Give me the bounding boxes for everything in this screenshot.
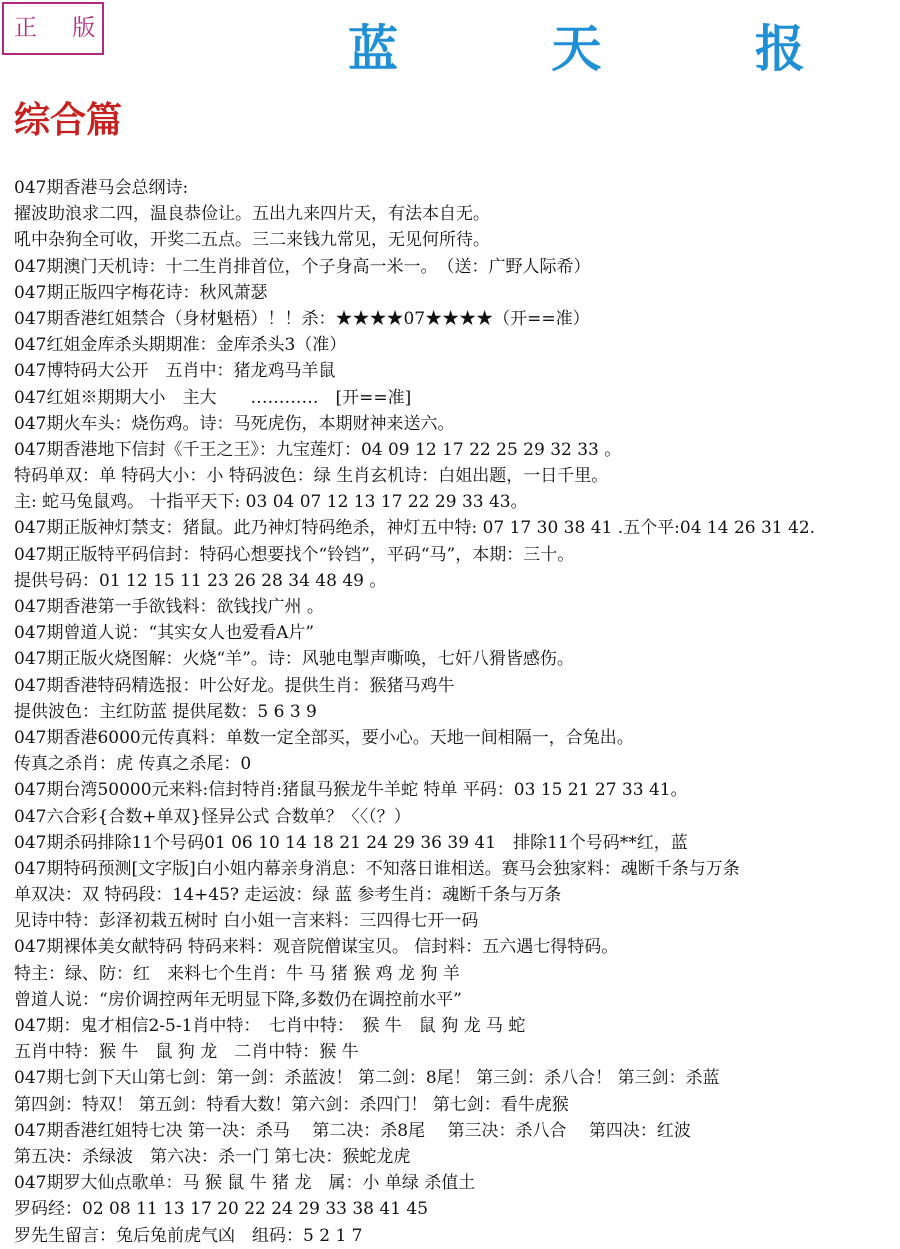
text-line: 见诗中特：彭泽初栽五树时 白小姐一言来料：三四得七开一码 <box>14 911 479 932</box>
text-line: 047期香港红姐禁合（身材魁梧）！！杀：★★★★07★★★★（开==准） <box>14 308 590 329</box>
text-line: 047期特码预测[文字版]白小姐内幕亲身消息：不知落日谁相送。赛马会独家料：魂断千条与万条 <box>14 858 740 879</box>
text-line: 047期七剑下天山第七剑：第一剑：杀蓝波！ 第二剑：8尾！ 第三剑：杀八合！ 第三剑：杀蓝 <box>14 1068 720 1089</box>
text-line: 047期正版火烧图解：火烧“羊”。诗：风驰电掣声嘶唤，七奸八猾皆感伤。 <box>14 649 574 670</box>
text-line: 047博特码大公开 五肖中：猪龙鸡马羊鼠 <box>14 361 336 382</box>
text-line: 047期香港第一手欲钱料：欲钱找广州 。 <box>14 597 324 617</box>
text-line: 047期正版特平码信封：特码心想要找个“铃铛”，平码“马”，本期：三十。 <box>14 544 575 565</box>
text-line: 曾道人说：“房价调控两年无明显下降,多数仍在调控前水平” <box>14 989 462 1010</box>
text-line: 提供号码：01 12 15 11 23 26 28 34 48 49 。 <box>14 570 387 591</box>
text-line: 单双决：双 特码段：14+45? 走运波：绿 蓝 参考生肖：魂断千条与万条 <box>14 885 562 906</box>
text-line: 第四剑：特双！ 第五剑：特看大数！第六剑：杀四门！ 第七剑：看牛虎猴 <box>14 1094 569 1115</box>
text-line: 047红姐金库杀头期期准：金库杀头3（准） <box>14 335 347 356</box>
text-line: 047期：鬼才相信2-5-1肖中特： 七肖中特： 猴 牛 鼠 狗 龙 马 蛇 <box>14 1016 526 1036</box>
text-line: 主: 蛇马兔鼠鸡。 十指平天下: 03 04 07 12 13 17 22 29 33 43。 <box>14 492 528 513</box>
edition-badge: 正 版 <box>2 2 104 55</box>
text-line: 047红姐※期期大小 主大 ………… [开==准] <box>14 387 412 408</box>
text-line: 047期杀码排除11个号码01 06 10 14 18 21 24 29 36 39 41 排除11个号码**红，蓝 <box>14 832 688 853</box>
text-line: 047期曾道人说：“其实女人也爱看A片” <box>14 623 315 644</box>
text-line: 047期香港红姐特七决 第一决：杀马 第二决：杀8尾 第三决：杀八合 第四决：红波 <box>14 1120 691 1141</box>
text-line: 047期火车头：烧伤鸡。诗：马死虎伤，本期财神来送六。 <box>14 413 455 434</box>
text-line: 047六合彩{合数+单双}怪异公式 合数单？〈〈（？） <box>14 806 411 827</box>
text-line: 五肖中特：猴 牛 鼠 狗 龙 二肖中特：猴 牛 <box>14 1042 359 1063</box>
article-body <box>14 175 898 1249</box>
text-line: 047期香港特码精选报：叶公好龙。提供生肖：猴猪马鸡牛 <box>14 675 455 696</box>
text-line: 047期裸体美女献特码 特码来料：观音院僧谋宝贝。 信封料：五六遇七得特码。 <box>14 937 619 958</box>
section-heading: 综合篇 <box>14 99 123 141</box>
text-line: 第五决：杀绿波 第六决：杀一门 第七决：猴蛇龙虎 <box>14 1146 411 1167</box>
text-line: 特码单双：单 特码大小：小 特码波色：绿 生肖玄机诗：白姐出题，一日千里。 <box>14 466 609 487</box>
text-line: 传真之杀肖：虎 传真之杀尾：0 <box>14 754 252 775</box>
text-line: 特主：绿、防：红 来料七个生肖：牛 马 猪 猴 鸡 龙 狗 羊 <box>14 963 460 984</box>
text-line: 047期香港6000元传真料：单数一定全部买，要小心。天地一间相隔一，合兔出。 <box>14 727 634 748</box>
text-line: 047期台湾50000元来料:信封特肖:猪鼠马猴龙牛羊蛇 特单 平码：03 15 21 27 33 41。 <box>14 780 688 801</box>
text-line: 擢波助浪求二四，温良恭俭让。五出九来四片天，有法本自无。 <box>14 204 490 225</box>
text-line: 047期正版神灯禁支：猪鼠。此乃神灯特码绝杀，神灯五中特: 07 17 30 38 41 .五个平:04 14 26 31 42. <box>14 518 816 539</box>
text-line: 047期正版四字梅花诗：秋风萧瑟 <box>14 282 268 303</box>
text-line: 047期香港地下信封《千王之王》：九宝莲灯：04 09 12 17 22 25 29 32 33 。 <box>14 439 622 460</box>
text-line: 提供波色：主红防蓝 提供尾数：5 6 3 9 <box>14 701 317 722</box>
page-title: 蓝 天 报 <box>348 19 873 78</box>
text-line: 罗先生留言：兔后兔前虎气凶 组码：5 2 1 7 <box>14 1225 363 1246</box>
text-line: 吼中杂狗全可收，开奖二五点。三二来钱九常见，无见何所待。 <box>14 230 490 251</box>
text-line: 047期澳门天机诗：十二生肖排首位，个子身高一米一。 （送：广野人际希） <box>14 256 591 277</box>
text-line: 047期罗大仙点歌单：马 猴 鼠 牛 猪 龙 属：小 单绿 杀值土 <box>14 1173 476 1194</box>
text-line: 罗码经：02 08 11 13 17 20 22 24 29 33 38 41 45 <box>14 1199 429 1220</box>
text-line: 047期香港马会总纲诗: <box>14 178 189 198</box>
